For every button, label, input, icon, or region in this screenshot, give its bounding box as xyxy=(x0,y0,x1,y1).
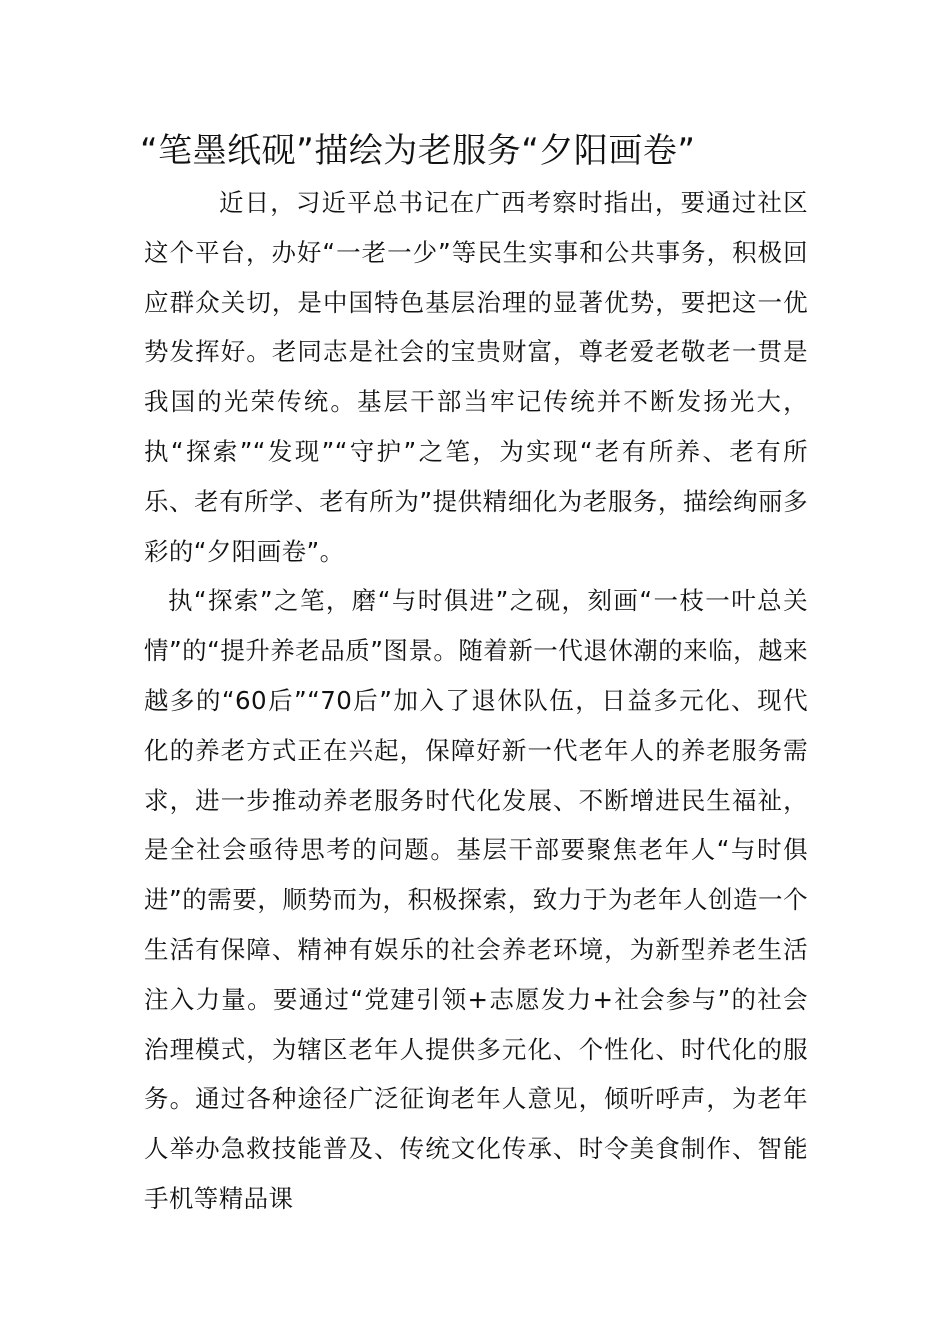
document-title: “笔墨纸砚”描绘为老服务“夕阳画卷” xyxy=(140,131,696,171)
paragraph-2: 执“探索”之笔，磨“与时俱进”之砚，刻画“一枝一叶总关情”的“提升养老品质”图景。随着新一代退休潮的来临，越来越多的“60后”“70后”加入了退休队伍，日益多元化、现代化的养老方式正在兴起，保障好新一代老年人的养老服务需求，进一步推动养老服务时代化发展、不断增进民生福祉，是全社会亟待思考的问题。基层干部要聚焦老年人“与时俱进”的需要，顺势而为，积极探索，致力于为老年人创造一个生活有保障、精神有娱乐的社会养老环境，为新型养老生活注入力量。要通过“党建引领+志愿发力+社会参与”的社会治理模式，为辖区老年人提供多元化、个性化、时代化的服务。通过各种途径广泛征询老年人意见，倾听呼声，为老年人举办急救技能普及、传统文化传承、时令美食制作、智能手机等精品课 xyxy=(144,586,808,1213)
paragraph-1: 近日，习近平总书记在广西考察时指出，要通过社区这个平台，办好“一老一少”等民生实事和公共事务，积极回应群众关切，是中国特色基层治理的显著优势，要把这一优势发挥好。老同志是社会的宝贵财富，尊老爱老敬老一贯是我国的光荣传统。基层干部当牢记传统并不断发扬光大，执“探索”“发现”“守护”之笔，为实现“老有所养、老有所乐、老有所学、老有所为”提供精细化为老服务，描绘绚丽多彩的“夕阳画卷”。 xyxy=(144,188,808,566)
document-body xyxy=(144,178,808,1224)
